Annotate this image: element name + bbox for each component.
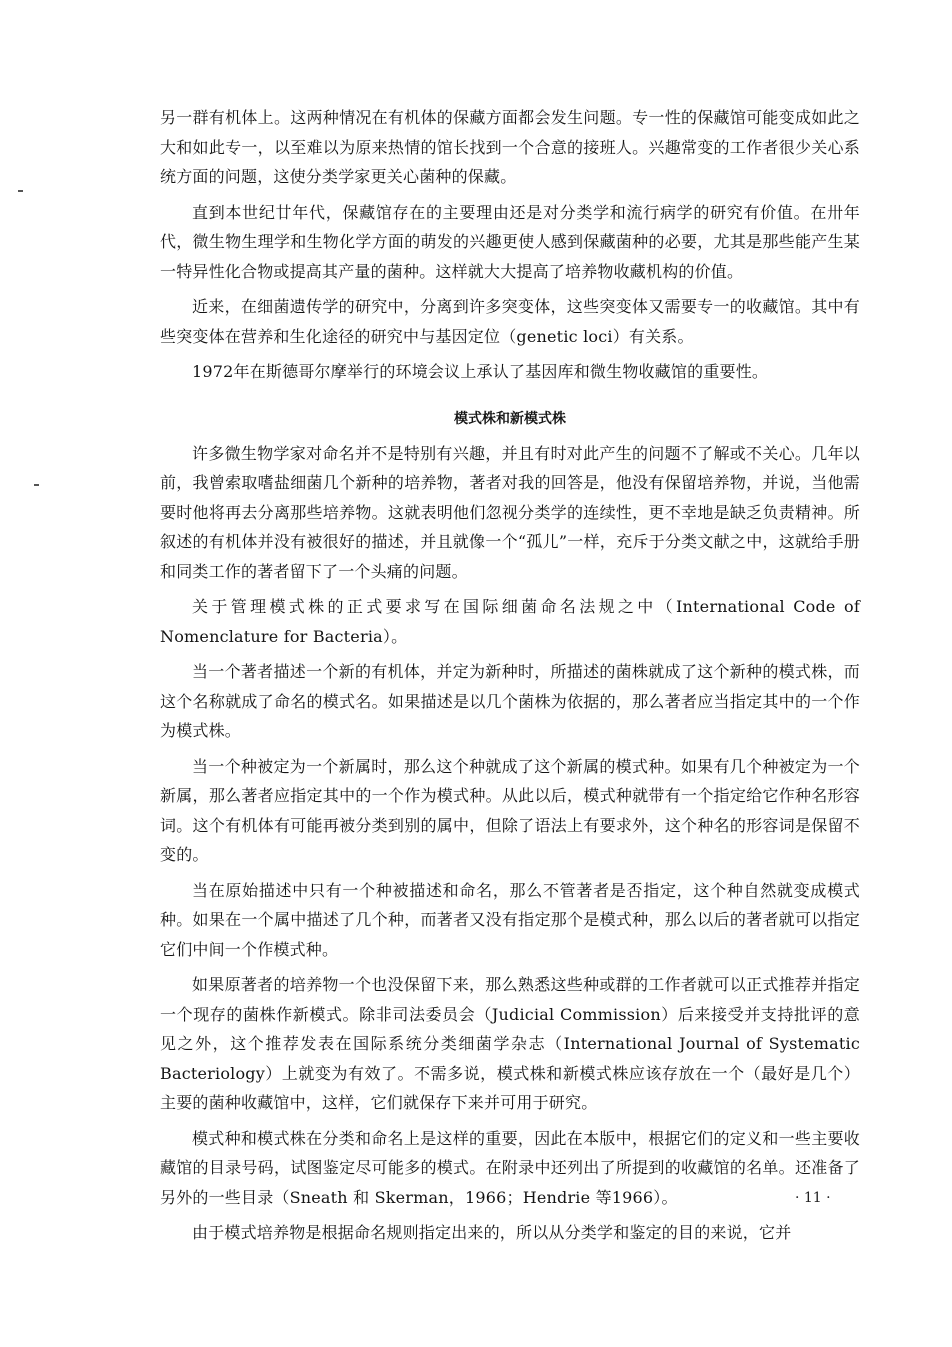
scan-speck bbox=[18, 190, 23, 192]
document-page bbox=[160, 103, 860, 1254]
scan-speck bbox=[34, 484, 39, 486]
paragraph-11: 模式种和模式株在分类和命名上是这样的重要，因此在本版中，根据它们的定义和一些主要收藏馆的目录号码，试图鉴定尽可能多的模式。在附录中还列出了所提到的收藏馆的名单。还准备了另外的一些目录（Sneath 和 Skerman，1966；Hendrie 等1966）。 bbox=[160, 1128, 860, 1207]
paragraph-8: 当一个种被定为一个新属时，那么这个种就成了这个新属的模式种。如果有几个种被定为一个新属，那么著者应指定其中的一个作为模式种。从此以后，模式种就带有一个指定给它作种名形容词。这个有机体有可能再被分类到别的属中，但除了语法上有要求外，这个种名的形容词是保留不变的。 bbox=[160, 756, 860, 864]
paragraph-4: 1972年在斯德哥尔摩举行的环境会议上承认了基因库和微生物收藏馆的重要性。 bbox=[192, 362, 769, 381]
paragraph-5: 许多微生物学家对命名并不是特别有兴趣，并且有时对此产生的问题不了解或不关心。几年以前，我曾索取嗜盐细菌几个新种的培养物，著者对我的回答是，他没有保留培养物，并说，当他需要时他将再去分离那些培养物。这就表明他们忽视分类学的连续性，更不幸地是缺乏负责精神。所叙述的有机体并没有被很好的描述，并且就像一个“孤儿”一样，充斥于分类文献之中，这就给手册和同类工作的著者留下了一个头痛的问题。 bbox=[160, 443, 860, 581]
paragraph-1: 另一群有机体上。这两种情况在有机体的保藏方面都会发生问题。专一性的保藏馆可能变成如此之大和如此专一，以至难以为原来热情的馆长找到一个合意的接班人。兴趣常变的工作者很少关心系统方面的问题，这使分类学家更关心菌种的保藏。 bbox=[160, 108, 860, 186]
page-number: · 11 · bbox=[795, 1190, 831, 1206]
paragraph-6: 关于管理模式株的正式要求写在国际细菌命名法规之中（International Code of Nomenclature for Bacteria）。 bbox=[160, 597, 860, 646]
paragraph-9: 当在原始描述中只有一个种被描述和命名，那么不管著者是否指定，这个种自然就变成模式种。如果在一个属中描述了几个种，而著者又没有指定那个是模式种，那么以后的著者就可以指定它们中间一个作模式种。 bbox=[160, 880, 860, 959]
paragraph-3: 近来，在细菌遗传学的研究中，分离到许多突变体，这些突变体又需要专一的收藏馆。其中有些突变体在营养和生化途径的研究中与基因定位（genetic loci）有关系。 bbox=[160, 297, 860, 346]
paragraph-12: 由于模式培养物是根据命名规则指定出来的，所以从分类学和鉴定的目的来说，它并 bbox=[192, 1223, 792, 1242]
section-title: 模式株和新模式株 bbox=[454, 410, 566, 427]
paragraph-7: 当一个著者描述一个新的有机体，并定为新种时，所描述的菌株就成了这个新种的模式株，而这个名称就成了命名的模式名。如果描述是以几个菌株为依据的，那么著者应当指定其中的一个作为模式株。 bbox=[160, 662, 860, 740]
paragraph-2: 直到本世纪廿年代，保藏馆存在的主要理由还是对分类学和流行病学的研究有价值。在卅年代，微生物生理学和生物化学方面的萌发的兴趣更使人感到保藏菌种的必要，尤其是那些能产生某一特异性化合物或提高其产量的菌种。这样就大大提高了培养物收藏机构的价值。 bbox=[160, 202, 860, 281]
paragraph-10: 如果原著者的培养物一个也没保留下来，那么熟悉这些种或群的工作者就可以正式推荐并指定一个现存的菌株作新模式。除非司法委员会（Judicial Commission）后来接受并支持批评的意见之外，这个推荐发表在国际系统分类细菌学杂志（International Journal of Systematic Bacteriology）上就变为有效了。不需多说，模式株和新模式株应该存放在一个（最好是几个）主要的菌种收藏馆中，这样，它们就保存下来并可用于研究。 bbox=[160, 975, 860, 1112]
